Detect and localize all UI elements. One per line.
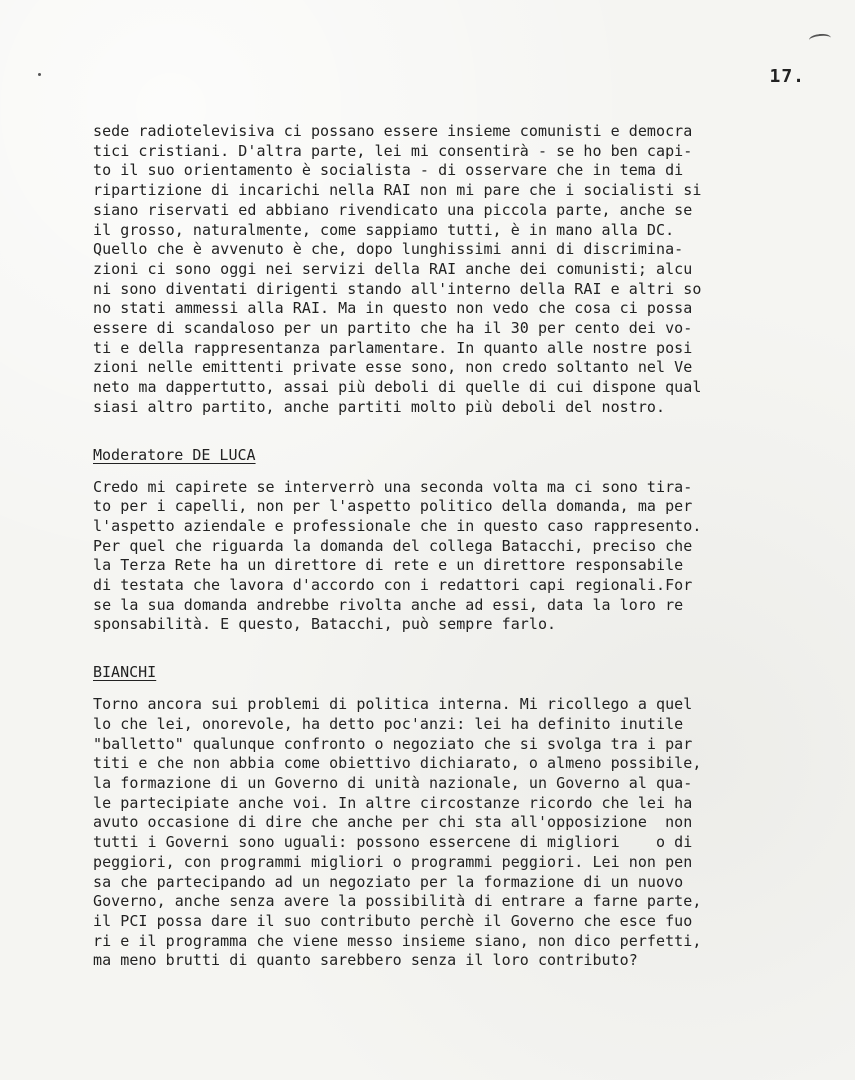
text-line: titi e che non abbia come obiettivo dichiarato, o almeno possibile, (93, 754, 702, 773)
text-line: Quello che è avvenuto è che, dopo lunghissimi anni di discrimina- (93, 240, 684, 259)
speaker-heading: Moderatore DE LUCA (93, 445, 256, 464)
text-line: zioni ci sono oggi nei servizi della RAI anche dei comunisti; alcu (93, 259, 693, 278)
text-line: l'aspetto aziendale e professionale che in questo caso rappresento. (93, 516, 702, 535)
page-number: 17. (769, 66, 805, 87)
text-line: lo che lei, onorevole, ha detto poc'anzi: lei ha definito inutile (93, 714, 684, 733)
moderator-paragraph (93, 478, 811, 636)
text-line: peggiori, con programmi migliori o programmi peggiori. Lei non pen (93, 852, 693, 871)
text-line: ripartizione di incarichi nella RAI non mi pare che i socialisti si (93, 181, 702, 200)
text-line: Per quel che riguarda la domanda del collega Batacchi, preciso che (93, 536, 693, 555)
text-line: la Terza Rete ha un direttore di rete e un direttore responsabile (93, 556, 684, 575)
text-line: le partecipiate anche voi. In altre circostanze ricordo che lei ha (93, 793, 693, 812)
text-line: sede radiotelevisiva ci possano essere insieme comunisti e democra (93, 122, 693, 140)
text-line: no stati ammessi alla RAI. Ma in questo non vedo che cosa ci possa (93, 299, 693, 318)
opening-paragraph (93, 122, 811, 418)
text-line: siano riservati ed abbiano rivendicato una piccola parte, anche se (93, 200, 693, 219)
text-line: se la sua domanda andrebbe rivolta anche ad essi, data la loro re (93, 595, 684, 614)
text-line: Credo mi capirete se interverrò una seconda volta ma ci sono tira- (93, 477, 693, 496)
text-line: il PCI possa dare il suo contributo perchè il Governo che esce fuo (93, 911, 693, 930)
text-line: neto ma dappertutto, assai più deboli di quelle di cui dispone qual (93, 378, 702, 397)
text-line: ma meno brutti di quanto sarebbero senza il loro contributo? (93, 951, 638, 970)
text-line: essere di scandaloso per un partito che ha il 30 per cento dei vo- (93, 319, 693, 338)
speaker-heading: BIANCHI (93, 663, 157, 682)
text-line: zioni nelle emittenti private esse sono, non credo soltanto nel Ve (93, 358, 693, 377)
text-line: la formazione di un Governo di unità nazionale, un Governo al qua- (93, 773, 693, 792)
ink-dot (38, 73, 41, 76)
text-line: ni sono diventati dirigenti stando all'interno della RAI e altri so (93, 279, 702, 298)
text-line: avuto occasione di dire che anche per chi sta all'opposizione non (93, 813, 693, 832)
text-line: sa che partecipando ad un negoziato per la formazione di un nuovo (93, 872, 684, 891)
text-line: siasi altro partito, anche partiti molto più deboli del nostro. (93, 397, 666, 416)
text-line: Torno ancora sui problemi di politica interna. Mi ricollego a quel (93, 695, 693, 714)
text-line: ri e il programma che viene messo insieme siano, non dico perfetti, (93, 931, 702, 950)
text-line: to per i capelli, non per l'aspetto politico della domanda, ma per (93, 497, 693, 516)
text-line: il grosso, naturalmente, come sappiamo tutti, è in mano alla DC. (93, 220, 675, 239)
text-line: di testata che lavora d'accordo con i redattori capi regionali.For (93, 576, 693, 595)
text-line: tici cristiani. D'altra parte, lei mi consentirà - se ho ben capi- (93, 141, 693, 160)
text-line: tutti i Governi sono uguali: possono essercene di migliori o di (93, 833, 693, 852)
pen-mark (809, 33, 832, 45)
text-line: Governo, anche senza avere la possibilità di entrare a farne parte, (93, 892, 702, 911)
transcript-content (93, 122, 811, 971)
text-line: to il suo orientamento è socialista - di osservare che in tema di (93, 161, 684, 180)
text-line: sponsabilità. E questo, Batacchi, può sempre farlo. (93, 615, 557, 634)
text-line: "balletto" qualunque confronto o negoziato che si svolga tra i par (93, 734, 693, 753)
text-line: ti e della rappresentanza parlamentare. In quanto alle nostre posi (93, 338, 693, 357)
bianchi-paragraph (93, 695, 811, 971)
